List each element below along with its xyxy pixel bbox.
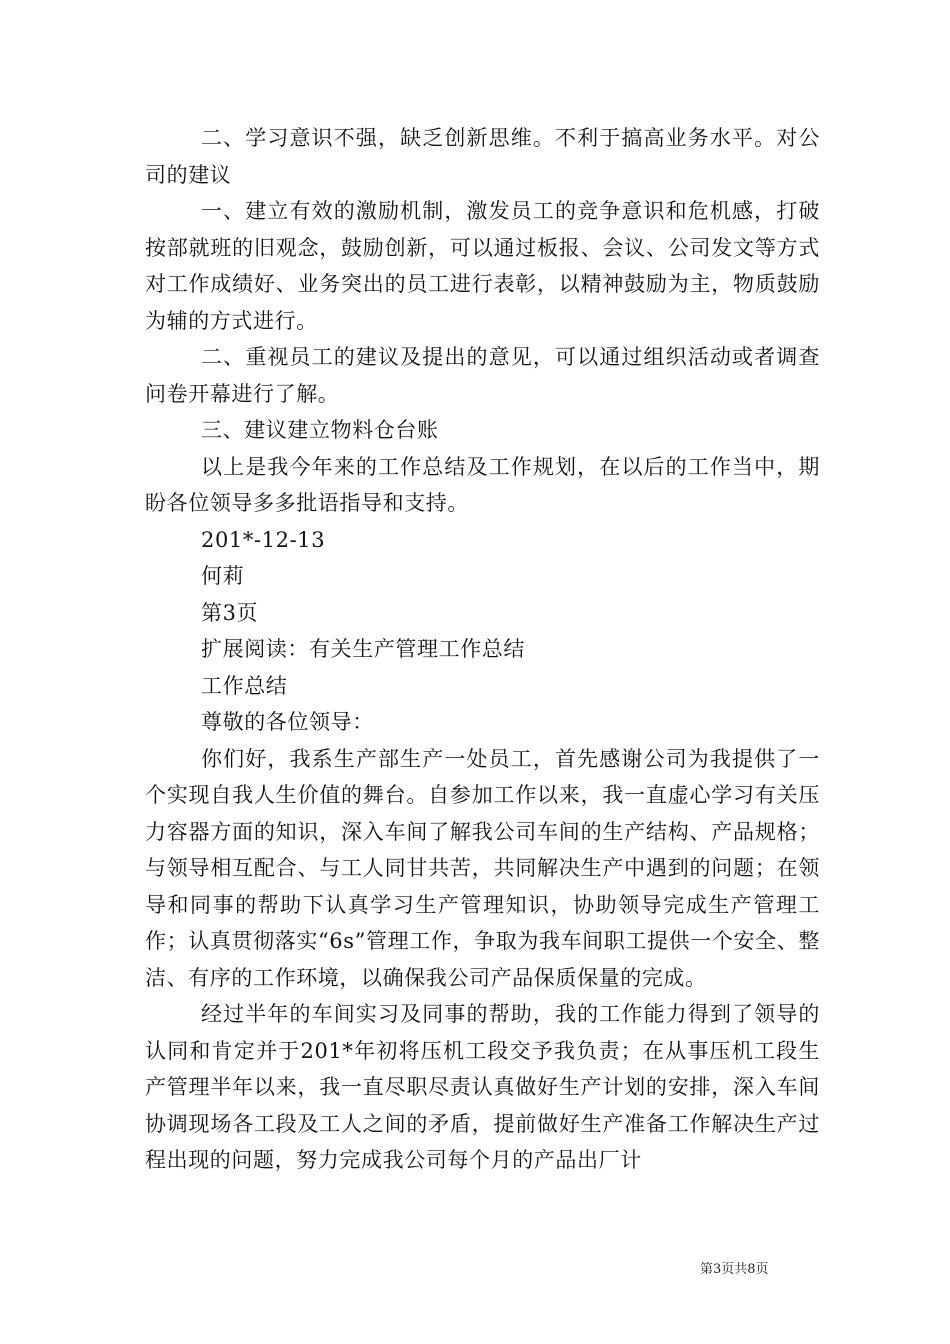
paragraph-experience: 经过半年的车间实习及同事的帮助，我的工作能力得到了领导的认同和肯定并于201*年初将压机工段交予我负责；在从事压机工段生产管理半年以来，我一直尽职尽责认真做好生产计划的安排，深入车间协调现场各工段及工人之间的矛盾，提前做好生产准备工作解决生产过程出现的问题，努力完成我公司每个月的产品出厂计	[145, 1002, 820, 1172]
inline-page-number: 第3页	[201, 600, 259, 625]
author-name: 何莉	[201, 564, 245, 588]
paragraph-study-awareness: 二、学习意识不强，缺乏创新思维。不利于搞高业务水平。对公司的建议	[145, 126, 820, 187]
section-title: 工作总结	[201, 673, 288, 698]
paragraph-introduction: 你们好，我系生产部生产一处员工，首先感谢公司为我提供了一个实现自我人生价值的舞台。自参加工作以来，我一直虚心学习有关压力容器方面的知识，深入车间了解我公司车间的生产结构、产品规格；与领导相互配合、与工人同甘共苦，共同解决生产中遇到的问题；在领导和同事的帮助下认真学习生产管理知识，协助领导完成生产管理工作；认真贯彻落实“6s”管理工作，争取为我车间职工提供一个安全、整洁、有序的工作环境，以确保我公司产品保质保量的完成。	[145, 746, 820, 990]
page-footer: 第3页共8页	[700, 1262, 769, 1277]
paragraph-suggestion-opinions: 二、重视员工的建议及提出的意见，可以通过组织活动或者调查问卷开幕进行了解。	[145, 345, 820, 406]
extended-reading-heading: 扩展阅读：有关生产管理工作总结	[201, 637, 525, 661]
salutation: 尊敬的各位领导：	[201, 710, 374, 734]
document-date: 201*-12-13	[201, 527, 326, 552]
paragraph-closing-remarks: 以上是我今年来的工作总结及工作规划，在以后的工作当中，期盼各位领导多多批语指导和支持。	[145, 454, 820, 515]
paragraph-suggestion-incentive: 一、建立有效的激励机制，激发员工的竞争意识和危机感，打破按部就班的旧观念，鼓励创新，可以通过板报、会议、公司发文等方式对工作成绩好、业务突出的员工进行表彰，以精神鼓励为主，物质鼓励为辅的方式进行。	[145, 199, 820, 333]
document-body	[145, 120, 820, 1179]
paragraph-suggestion-ledger: 三、建议建立物料仓台账	[201, 418, 439, 442]
